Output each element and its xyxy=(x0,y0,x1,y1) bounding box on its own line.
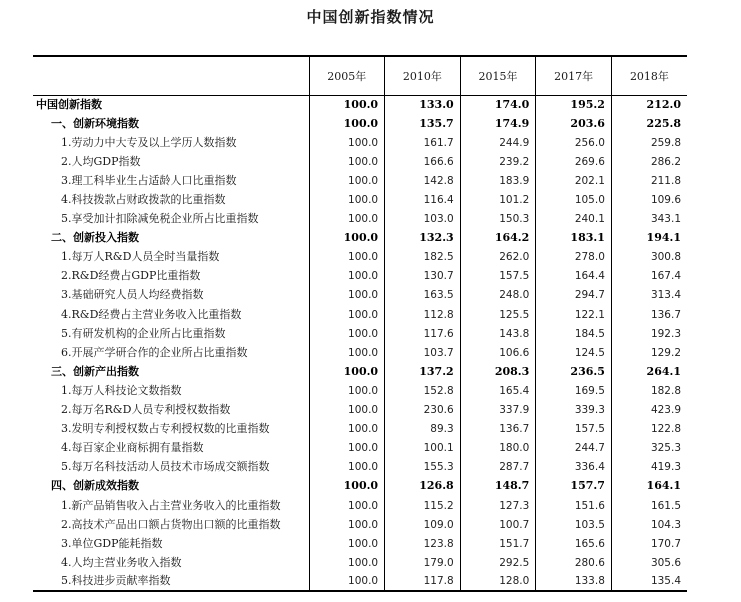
index-value: 100.0 xyxy=(309,229,385,248)
index-value: 109.0 xyxy=(385,515,461,534)
index-value: 100.0 xyxy=(309,267,385,286)
index-value: 151.6 xyxy=(536,496,612,515)
index-value: 129.2 xyxy=(611,343,687,362)
indicator-name: 3.发明专利授权数占专利授权数的比重指数 xyxy=(61,422,270,436)
index-value: 109.6 xyxy=(611,190,687,209)
index-value: 157.7 xyxy=(536,477,612,496)
index-value: 239.2 xyxy=(460,152,536,171)
index-value: 259.8 xyxy=(611,133,687,152)
index-value: 100.0 xyxy=(309,515,385,534)
index-value: 169.5 xyxy=(536,381,612,400)
table-row xyxy=(33,343,687,362)
table-row xyxy=(33,439,687,458)
index-value: 148.7 xyxy=(460,477,536,496)
index-value: 100.0 xyxy=(309,133,385,152)
index-value: 100.0 xyxy=(309,324,385,343)
index-value: 122.8 xyxy=(611,420,687,439)
index-value: 100.0 xyxy=(309,210,385,229)
index-value: 137.2 xyxy=(385,362,461,381)
index-value: 161.7 xyxy=(385,133,461,152)
index-value: 165.4 xyxy=(460,381,536,400)
index-value: 195.2 xyxy=(536,95,612,114)
index-value: 192.3 xyxy=(611,324,687,343)
indicator-name: 4.每百家企业商标拥有量指数 xyxy=(61,441,204,455)
index-value: 164.2 xyxy=(460,229,536,248)
table-row xyxy=(33,286,687,305)
index-value: 100.0 xyxy=(309,534,385,553)
index-value: 325.3 xyxy=(611,439,687,458)
index-value: 248.0 xyxy=(460,286,536,305)
index-value: 163.5 xyxy=(385,286,461,305)
index-value: 126.8 xyxy=(385,477,461,496)
index-value: 161.5 xyxy=(611,496,687,515)
index-value: 100.0 xyxy=(309,190,385,209)
index-value: 211.8 xyxy=(611,171,687,190)
table-row xyxy=(33,210,687,229)
index-value: 117.6 xyxy=(385,324,461,343)
indicator-name: 3.基础研究人员人均经费指数 xyxy=(61,288,204,302)
index-value: 256.0 xyxy=(536,133,612,152)
index-value: 264.1 xyxy=(611,362,687,381)
index-value: 100.0 xyxy=(309,477,385,496)
column-header-year: 2015年 xyxy=(460,56,536,95)
index-value: 105.0 xyxy=(536,190,612,209)
index-value: 133.0 xyxy=(385,95,461,114)
index-value: 244.7 xyxy=(536,439,612,458)
table-row xyxy=(33,324,687,343)
index-value: 100.0 xyxy=(309,362,385,381)
index-value: 182.8 xyxy=(611,381,687,400)
index-value: 100.0 xyxy=(309,439,385,458)
column-header-year: 2017年 xyxy=(536,56,612,95)
index-value: 104.3 xyxy=(611,515,687,534)
index-value: 286.2 xyxy=(611,152,687,171)
index-value: 127.3 xyxy=(460,496,536,515)
index-value: 183.1 xyxy=(536,229,612,248)
index-value: 292.5 xyxy=(460,553,536,572)
index-value: 167.4 xyxy=(611,267,687,286)
index-value: 106.6 xyxy=(460,343,536,362)
column-header-year: 2018年 xyxy=(611,56,687,95)
table-row xyxy=(33,152,687,171)
index-value: 170.7 xyxy=(611,534,687,553)
index-value: 100.1 xyxy=(385,439,461,458)
indicator-name: 1.劳动力中大专及以上学历人数指数 xyxy=(61,135,237,149)
index-value: 208.3 xyxy=(460,362,536,381)
index-value: 194.1 xyxy=(611,229,687,248)
table-row xyxy=(33,133,687,152)
index-value: 336.4 xyxy=(536,458,612,477)
indicator-name: 2.人均GDP指数 xyxy=(61,154,141,168)
index-value: 135.7 xyxy=(385,114,461,133)
index-value: 151.7 xyxy=(460,534,536,553)
column-header-year: 2010年 xyxy=(385,56,461,95)
index-value: 103.7 xyxy=(385,343,461,362)
indicator-name: 三、创新产出指数 xyxy=(51,364,139,378)
index-value: 100.0 xyxy=(309,343,385,362)
indicator-name: 5.享受加计扣除减免税企业所占比重指数 xyxy=(61,212,259,226)
index-value: 343.1 xyxy=(611,210,687,229)
index-value: 174.9 xyxy=(460,114,536,133)
index-value: 100.0 xyxy=(309,572,385,591)
indicator-name: 2.R&D经费占GDP比重指数 xyxy=(61,269,201,283)
indicator-name: 4.R&D经费占主营业务收入比重指数 xyxy=(61,307,242,321)
index-value: 143.8 xyxy=(460,324,536,343)
index-value: 203.6 xyxy=(536,114,612,133)
index-value: 152.8 xyxy=(385,381,461,400)
table-row xyxy=(33,248,687,267)
index-value: 100.0 xyxy=(309,152,385,171)
index-value: 124.5 xyxy=(536,343,612,362)
index-value: 157.5 xyxy=(460,267,536,286)
indicator-name: 一、创新环境指数 xyxy=(51,116,139,130)
index-value: 179.0 xyxy=(385,553,461,572)
indicator-name: 4.科技拨款占财政拨款的比重指数 xyxy=(61,193,226,207)
index-value: 116.4 xyxy=(385,190,461,209)
index-value: 128.0 xyxy=(460,572,536,591)
table-row xyxy=(33,267,687,286)
index-value: 278.0 xyxy=(536,248,612,267)
index-value: 150.3 xyxy=(460,210,536,229)
page-title: 中国创新指数情况 xyxy=(306,8,435,26)
table-row-section xyxy=(33,477,687,496)
index-value: 165.6 xyxy=(536,534,612,553)
table-row xyxy=(33,190,687,209)
table-row xyxy=(33,515,687,534)
index-value: 100.0 xyxy=(309,420,385,439)
table-row-section xyxy=(33,114,687,133)
index-value: 100.0 xyxy=(309,553,385,572)
indicator-name: 1.新产品销售收入占主营业务收入的比重指数 xyxy=(61,498,281,512)
index-value: 100.0 xyxy=(309,95,385,114)
index-value: 100.0 xyxy=(309,171,385,190)
index-value: 339.3 xyxy=(536,401,612,420)
table-row xyxy=(33,305,687,324)
table-row xyxy=(33,553,687,572)
table-row xyxy=(33,458,687,477)
indicator-name: 4.人均主营业务收入指数 xyxy=(61,555,182,569)
index-value: 122.1 xyxy=(536,305,612,324)
table-row xyxy=(33,496,687,515)
index-value: 294.7 xyxy=(536,286,612,305)
index-value: 155.3 xyxy=(385,458,461,477)
index-value: 183.9 xyxy=(460,171,536,190)
table-row xyxy=(33,381,687,400)
indicator-name: 5.有研发机构的企业所占比重指数 xyxy=(61,326,226,340)
index-value: 142.8 xyxy=(385,171,461,190)
index-value: 101.2 xyxy=(460,190,536,209)
index-value: 230.6 xyxy=(385,401,461,420)
index-value: 244.9 xyxy=(460,133,536,152)
index-value: 125.5 xyxy=(460,305,536,324)
index-value: 103.5 xyxy=(536,515,612,534)
index-value: 100.0 xyxy=(309,114,385,133)
indicator-name: 5.每万名科技活动人员技术市场成交额指数 xyxy=(61,460,270,474)
index-value: 419.3 xyxy=(611,458,687,477)
table-header-row xyxy=(33,56,687,95)
index-value: 164.4 xyxy=(536,267,612,286)
index-value: 423.9 xyxy=(611,401,687,420)
table-row-total xyxy=(33,95,687,114)
indicator-name: 5.科技进步贡献率指数 xyxy=(33,572,309,591)
table-row xyxy=(33,534,687,553)
indicator-name: 3.单位GDP能耗指数 xyxy=(61,536,163,550)
index-value: 100.7 xyxy=(460,515,536,534)
column-header-year: 2005年 xyxy=(309,56,385,95)
index-value: 115.2 xyxy=(385,496,461,515)
index-value: 164.1 xyxy=(611,477,687,496)
index-value: 269.6 xyxy=(536,152,612,171)
index-value: 300.8 xyxy=(611,248,687,267)
indicator-name: 3.理工科毕业生占适龄人口比重指数 xyxy=(61,173,237,187)
index-value: 236.5 xyxy=(536,362,612,381)
index-value: 202.1 xyxy=(536,171,612,190)
innovation-index-table xyxy=(33,55,687,592)
index-value: 100.0 xyxy=(309,458,385,477)
index-value: 182.5 xyxy=(385,248,461,267)
index-value: 280.6 xyxy=(536,553,612,572)
index-value: 100.0 xyxy=(309,286,385,305)
index-value: 157.5 xyxy=(536,420,612,439)
index-value: 100.0 xyxy=(309,401,385,420)
table-row xyxy=(33,420,687,439)
table-row-section xyxy=(33,229,687,248)
index-value: 136.7 xyxy=(611,305,687,324)
index-value: 132.3 xyxy=(385,229,461,248)
indicator-name: 6.开展产学研合作的企业所占比重指数 xyxy=(61,345,248,359)
table-row xyxy=(33,572,687,591)
index-value: 305.6 xyxy=(611,553,687,572)
index-value: 240.1 xyxy=(536,210,612,229)
index-value: 117.8 xyxy=(385,572,461,591)
index-value: 103.0 xyxy=(385,210,461,229)
index-value: 287.7 xyxy=(460,458,536,477)
index-value: 100.0 xyxy=(309,381,385,400)
index-value: 337.9 xyxy=(460,401,536,420)
indicator-name: 2.高技术产品出口额占货物出口额的比重指数 xyxy=(61,517,281,531)
index-value: 89.3 xyxy=(385,420,461,439)
table-row-section xyxy=(33,362,687,381)
index-value: 184.5 xyxy=(536,324,612,343)
index-value: 100.0 xyxy=(309,248,385,267)
table-row xyxy=(33,171,687,190)
index-value: 262.0 xyxy=(460,248,536,267)
index-value: 100.0 xyxy=(309,305,385,324)
index-value: 180.0 xyxy=(460,439,536,458)
index-value: 112.8 xyxy=(385,305,461,324)
index-value: 133.8 xyxy=(536,572,612,591)
index-value: 166.6 xyxy=(385,152,461,171)
table-row xyxy=(33,401,687,420)
indicator-name: 二、创新投入指数 xyxy=(51,231,139,245)
index-value: 123.8 xyxy=(385,534,461,553)
index-value: 136.7 xyxy=(460,420,536,439)
indicator-name: 2.每万名R&D人员专利授权数指数 xyxy=(61,403,231,417)
indicator-name: 四、创新成效指数 xyxy=(51,479,139,493)
table-body xyxy=(33,95,687,591)
index-value: 225.8 xyxy=(611,114,687,133)
index-value: 174.0 xyxy=(460,95,536,114)
indicator-name: 1.每万人科技论文数指数 xyxy=(61,383,182,397)
indicator-name: 1.每万人R&D人员全时当量指数 xyxy=(61,250,220,264)
index-value: 100.0 xyxy=(309,496,385,515)
indicator-name: 中国创新指数 xyxy=(36,97,102,111)
index-value: 212.0 xyxy=(611,95,687,114)
index-value: 313.4 xyxy=(611,286,687,305)
index-value: 130.7 xyxy=(385,267,461,286)
column-header-indicator xyxy=(33,56,309,95)
index-value: 135.4 xyxy=(611,572,687,591)
